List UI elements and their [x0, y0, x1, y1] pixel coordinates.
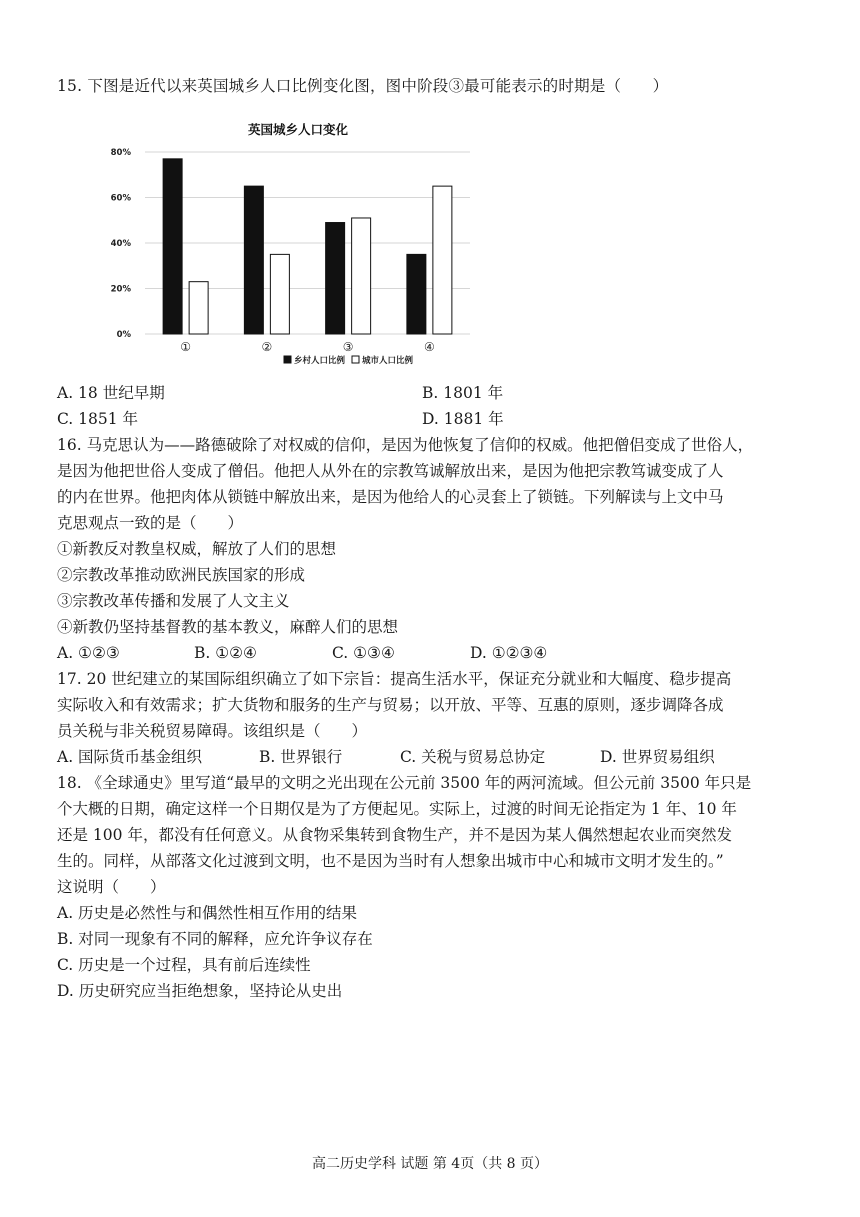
q18-stem-line-2: 个大概的日期，确定这样一个日期仅是为了方便起见。实际上，过渡的时间无论指定为 1 年、10 年: [57, 800, 737, 818]
bar-urban: [189, 282, 208, 334]
q17-option-b[interactable]: B. 世界银行: [259, 748, 343, 766]
q15-option-b[interactable]: B. 1801 年: [422, 384, 504, 402]
bar-rural: [407, 254, 426, 334]
q16-option-a[interactable]: A. ①②③: [57, 644, 120, 662]
legend-label: 乡村人口比例: [294, 356, 346, 366]
q17-option-a[interactable]: A. 国际货币基金组织: [57, 748, 203, 766]
page-footer: 高二历史学科 试题 第 4页（共 8 页）: [311, 1156, 549, 1172]
q18-stem-line-3: 还是 100 年，都没有任何意义。从食物采集转到食物生产，并不是因为某人偶然想起农业而突然发: [57, 826, 732, 844]
q15-option-a[interactable]: A. 18 世纪早期: [57, 384, 165, 402]
q18-stem-line-5: 这说明（ ）: [57, 878, 166, 896]
q15-option-d[interactable]: D. 1881 年: [422, 410, 504, 428]
q16-option-d[interactable]: D. ①②③④: [470, 644, 548, 662]
chart-bars: [163, 159, 452, 334]
legend-label: 城市人口比例: [362, 356, 414, 366]
q16-stem-line-2: 是因为他把世俗人变成了僧侣。他把人从外在的宗教笃诚解放出来，是因为他把宗教笃诚变成了人: [57, 462, 724, 480]
q18-option-c[interactable]: C. 历史是一个过程，具有前后连续性: [57, 956, 311, 974]
x-tick-label: ④: [423, 340, 435, 354]
y-tick-label: 60%: [110, 193, 131, 204]
q16-options-row: [57, 643, 817, 665]
q16-item-4: ④新教仍坚持基督教的基本教义，麻醉人们的思想: [57, 618, 399, 636]
q16-item-1: ①新教反对教皇权威，解放了人们的思想: [57, 540, 337, 558]
bar-urban: [270, 254, 289, 334]
urban-rural-population-chart: [100, 112, 480, 382]
y-tick-label: 20%: [110, 284, 131, 295]
bar-rural: [163, 159, 182, 334]
q15-options-row-1: [57, 383, 817, 405]
q18-stem-line-4: 生的。同样，从部落文化过渡到文明，也不是因为当时有人想象出城市中心和城市文明才发生的。”: [57, 852, 724, 870]
q15-options-row-2: [57, 409, 817, 431]
bar-rural: [244, 186, 263, 334]
q18-option-d[interactable]: D. 历史研究应当拒绝想象，坚持论从史出: [57, 982, 343, 1000]
q17-stem-line-2: 实际收入和有效需求；扩大货物和服务的生产与贸易；以开放、平等、互惠的原则，逐步调降各成: [57, 696, 724, 714]
bar-rural: [326, 223, 345, 334]
x-tick-label: ②: [261, 340, 273, 354]
q15-stem: 15. 下图是近代以来英国城乡人口比例变化图，图中阶段③最可能表示的时期是（ ）: [57, 77, 669, 95]
y-tick-label: 40%: [110, 239, 131, 249]
y-tick-label: 80%: [110, 148, 131, 158]
q16-item-2: ②宗教改革推动欧洲民族国家的形成: [57, 566, 306, 584]
q17-stem-line-3: 员关税与非关税贸易障碍。该组织是（ ）: [57, 722, 368, 740]
q16-stem-line-3: 的内在世界。他把肉体从锁链中解放出来，是因为他给人的心灵套上了锁链。下列解读与上文中马: [57, 488, 724, 506]
q16-stem-line-4: 克思观点一致的是（ ）: [57, 514, 244, 532]
chart-legend: [284, 355, 414, 366]
q18-option-a[interactable]: A. 历史是必然性与和偶然性相互作用的结果: [57, 904, 358, 922]
q16-option-c[interactable]: C. ①③④: [332, 644, 395, 662]
bar-urban: [352, 218, 371, 334]
q17-stem-line-1: 17. 20 世纪建立的某国际组织确立了如下宗旨：提高生活水平，保证充分就业和大幅度、稳步提高: [57, 670, 732, 688]
q18-option-b[interactable]: B. 对同一现象有不同的解释，应允许争议存在: [57, 930, 373, 948]
q18-stem-line-1: 18. 《全球通史》里写道“最早的文明之光出现在公元前 3500 年的两河流域。但公元前 3500 年只是: [57, 774, 752, 792]
legend-swatch: [352, 356, 359, 363]
q16-option-b[interactable]: B. ①②④: [194, 644, 257, 662]
q16-item-3: ③宗教改革传播和发展了人文主义: [57, 592, 290, 610]
q15-option-c[interactable]: C. 1851 年: [57, 410, 139, 428]
x-axis-ticks: [180, 340, 435, 354]
q16-stem-line-1: 16. 马克思认为——路德破除了对权威的信仰，是因为他恢复了信仰的权威。他把僧侣变成了世俗人，: [57, 436, 754, 454]
chart-title: 英国城乡人口变化: [247, 122, 349, 137]
y-axis-ticks: [111, 148, 132, 340]
legend-swatch: [284, 356, 291, 363]
bar-chart-svg: [100, 112, 480, 382]
q17-option-c[interactable]: C. 关税与贸易总协定: [400, 748, 546, 766]
x-tick-label: ①: [180, 340, 192, 354]
bar-urban: [433, 186, 452, 334]
y-tick-label: 0%: [116, 330, 131, 340]
x-tick-label: ③: [342, 340, 354, 354]
q17-option-d[interactable]: D. 世界贸易组织: [600, 748, 715, 766]
q17-options-row: [57, 747, 817, 769]
